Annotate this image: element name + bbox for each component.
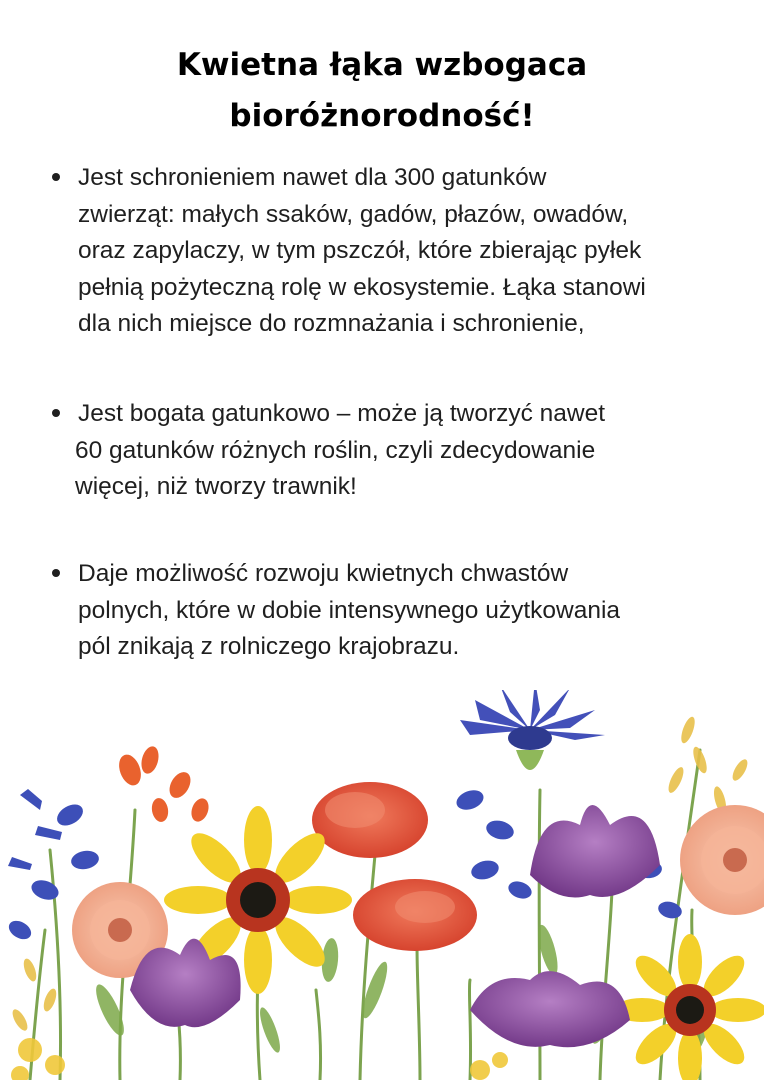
orange-flowers (115, 744, 211, 824)
violet-flower-center (530, 805, 660, 898)
poppy-middle (353, 879, 477, 951)
bullet-text-line: 60 gatunków różnych roślin, czyli zdecydowanie (75, 436, 596, 464)
title-line-2: bioróżnorodność! (229, 98, 535, 134)
bullet-text-line: Daje możliwość rozwoju kwietnych chwastów (78, 560, 569, 587)
bullet-text-line: więcej, niż tworzy trawnik! (75, 473, 357, 500)
sunflower-small (614, 934, 764, 1080)
bullet-text-line: oraz zapylaczy, w tym pszczół, które zbierając pyłek (78, 237, 642, 264)
bullet-dot-icon (52, 569, 60, 577)
page-title (0, 40, 764, 142)
title-line-1: Kwietna łąka wzbogaca (176, 47, 588, 83)
cornflower-large (460, 690, 605, 770)
bullet-text-line: Jest bogata gatunkowo – może ją tworzyć nawet (78, 400, 606, 427)
bullet-text-line: pól znikają z rolniczego krajobrazu. (78, 633, 460, 660)
peach-flower-right (680, 805, 764, 915)
wildflower-meadow-icon (0, 690, 764, 1080)
bullet-dot-icon (52, 173, 60, 181)
bullet-text-line: dla nich miejsce do rozmnażania i schronienie, (78, 310, 585, 337)
poppy-top (312, 782, 428, 858)
bullet-text-line: pełnią pożyteczną rolę w ekosystemie. Łąka stanowi (78, 273, 646, 301)
bullet-dot-icon (52, 409, 60, 417)
bullet-text-line: Jest schronieniem nawet dla 300 gatunków (78, 164, 547, 191)
bullet-text-line: polnych, które w dobie intensywnego użytkowania (78, 596, 621, 624)
bullet-text-line: zwierząt: małych ssaków, gadów, płazów, owadów, (78, 200, 629, 228)
